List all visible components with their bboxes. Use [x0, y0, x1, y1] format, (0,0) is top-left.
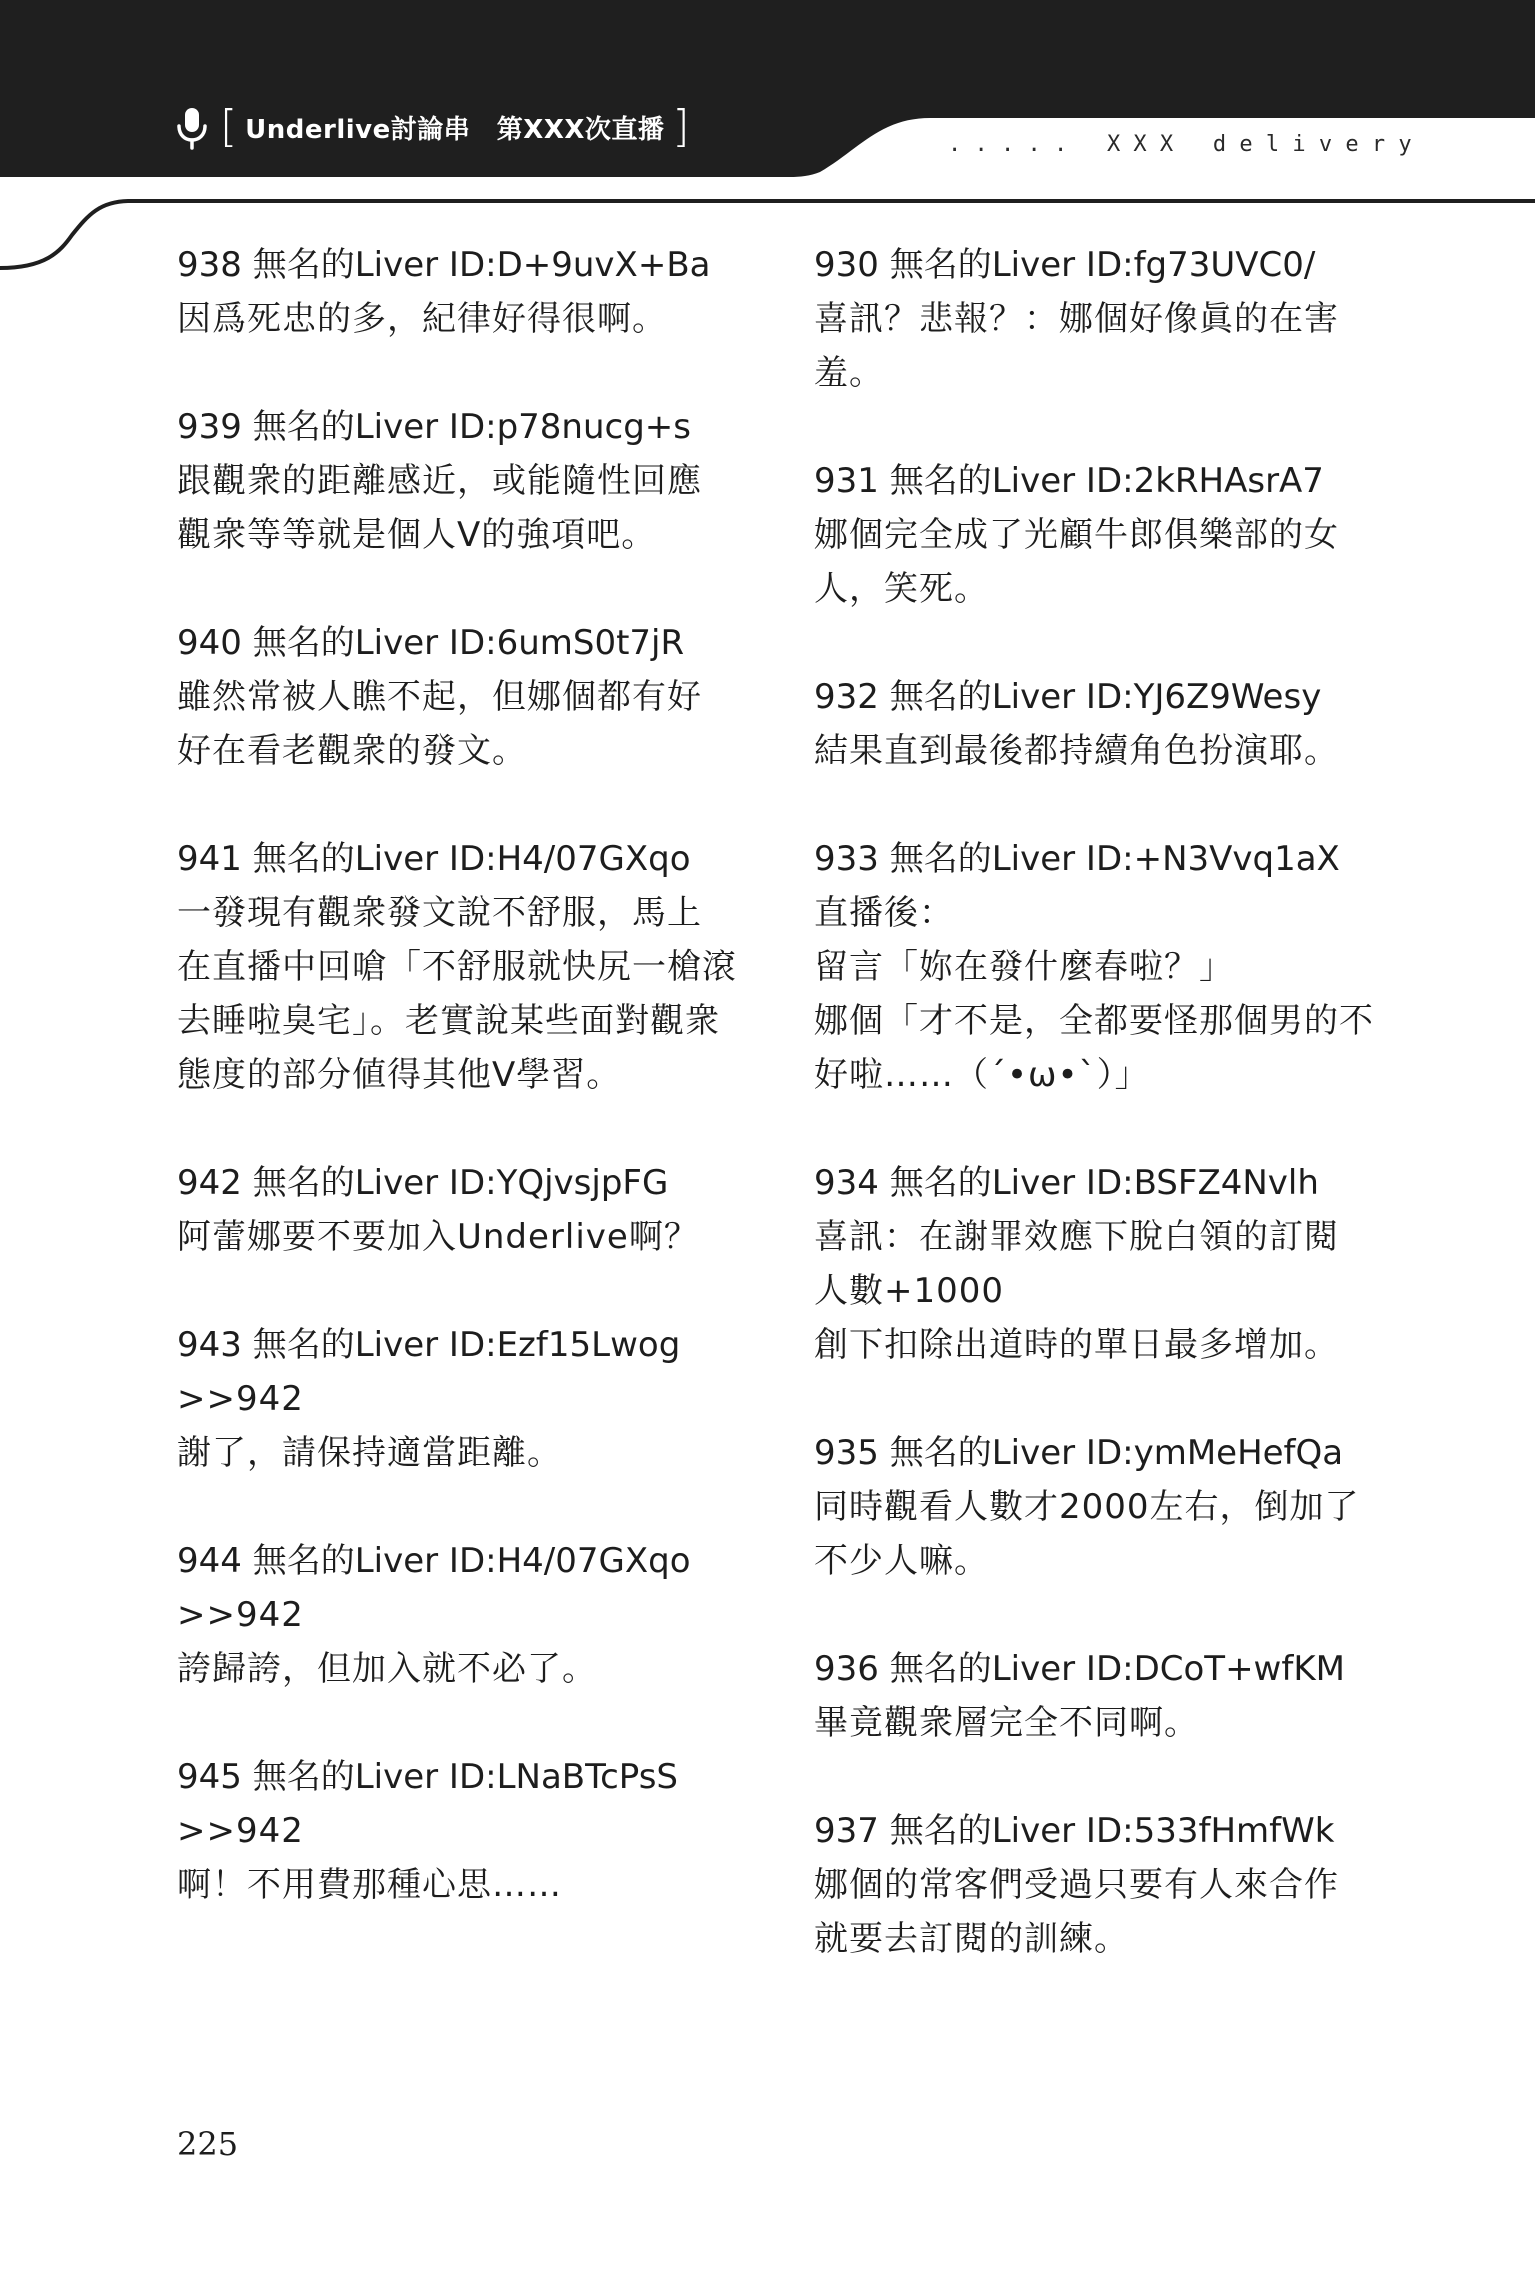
post-text: 態度的部分値得其他V學習。: [177, 1055, 622, 1095]
running-header: [220, 102, 690, 152]
post: [814, 454, 1374, 616]
post-text: 好啦……（´•ω•`）」: [814, 1055, 1150, 1095]
post-text: 羞。: [814, 353, 884, 393]
header-title: Underlive討論串 第XXX次直播: [245, 114, 665, 145]
post-header: 942 無名的Liver ID:YQjvsjpFG: [177, 1163, 669, 1203]
post-text: 因爲死忠的多，紀律好得很啊。: [177, 299, 667, 339]
post: [177, 1318, 737, 1480]
post: [814, 238, 1374, 400]
post-text: 誇歸誇，但加入就不必了。: [177, 1649, 597, 1689]
post-text: 創下扣除出道時的單日最多增加。: [814, 1325, 1339, 1365]
post: [177, 832, 737, 1102]
post-text: 謝了，請保持適當距離。: [177, 1433, 562, 1473]
post-header: 943 無名的Liver ID:Ezf15Lwog: [177, 1325, 681, 1365]
post: [814, 1156, 1374, 1372]
post: [177, 1750, 737, 1912]
post-text: 人數+1000: [814, 1271, 1005, 1311]
post-header: 933 無名的Liver ID:+N3Vvq1aX: [814, 839, 1340, 879]
post-reply-anchor: >>942: [177, 1595, 304, 1635]
post-header: 935 無名的Liver ID:ymMeHefQa: [814, 1433, 1344, 1473]
post-header: 941 無名的Liver ID:H4/07GXqo: [177, 839, 691, 879]
post-text: 觀衆等等就是個人V的強項吧。: [177, 515, 657, 555]
post-text: 阿蕾娜要不要加入Underlive啊？: [177, 1217, 699, 1257]
post-header: 932 無名的Liver ID:YJ6Z9Wesy: [814, 677, 1322, 717]
post-text: 好在看老觀衆的發文。: [177, 731, 527, 771]
post-header: 936 無名的Liver ID:DCoT+wfKM: [814, 1649, 1345, 1689]
post-text: 去睡啦臭宅」。老實說某些面對觀衆: [177, 1001, 720, 1041]
right-column: [814, 238, 1374, 2020]
page-number: 225: [177, 2125, 239, 2163]
post: [177, 1534, 737, 1696]
post-text: 啊！不用費那種心思……: [177, 1865, 562, 1905]
post-header: 945 無名的Liver ID:LNaBTcPsS: [177, 1757, 679, 1797]
post-header: 940 無名的Liver ID:6umS0t7jR: [177, 623, 685, 663]
post-text: 娜個完全成了光顧牛郎俱樂部的女: [814, 515, 1339, 555]
microphone-icon: [172, 106, 212, 150]
header-bracket-close: ]: [672, 101, 690, 152]
post-text: 雖然常被人瞧不起，但娜個都有好: [177, 677, 702, 717]
post-text: 喜訊？悲報？：娜個好像眞的在害: [814, 299, 1339, 339]
post-text: 娜個「才不是，全都要怪那個男的不: [814, 1001, 1374, 1041]
post: [814, 832, 1374, 1102]
post: [814, 1642, 1374, 1750]
post-text: 人，笑死。: [814, 569, 989, 609]
post-text: 同時觀看人數才2000左右，倒加了: [814, 1487, 1360, 1527]
header-subtitle: . . . . . X X X d e l i v e r y: [948, 132, 1412, 157]
post-text: 一發現有觀衆發文說不舒服，馬上: [177, 893, 702, 933]
post: [177, 616, 737, 778]
post-reply-anchor: >>942: [177, 1811, 304, 1851]
post-text: 結果直到最後都持續角色扮演耶。: [814, 731, 1339, 771]
left-column: [177, 238, 737, 1966]
post-text: 就要去訂閱的訓練。: [814, 1919, 1129, 1959]
header-bracket-open: [: [220, 101, 238, 152]
post-text: 喜訊：在謝罪效應下脫白領的訂閱: [814, 1217, 1339, 1257]
post: [814, 1426, 1374, 1588]
post-header: 944 無名的Liver ID:H4/07GXqo: [177, 1541, 691, 1581]
post-text: 畢竟觀衆層完全不同啊。: [814, 1703, 1199, 1743]
post-reply-anchor: >>942: [177, 1379, 304, 1419]
post-header: 930 無名的Liver ID:fg73UVC0/: [814, 245, 1316, 285]
post-header: 931 無名的Liver ID:2kRHAsrA7: [814, 461, 1324, 501]
post-text: 跟觀衆的距離感近，或能隨性回應: [177, 461, 702, 501]
post-header: 937 無名的Liver ID:533fHmfWk: [814, 1811, 1335, 1851]
post: [177, 400, 737, 562]
post-header: 939 無名的Liver ID:p78nucg+s: [177, 407, 692, 447]
post: [814, 1804, 1374, 1966]
post-text: 在直播中回嗆「不舒服就快尻一槍滾: [177, 947, 737, 987]
post-header: 938 無名的Liver ID:D+9uvX+Ba: [177, 245, 711, 285]
post: [177, 238, 737, 346]
post: [177, 1156, 737, 1264]
post-text: 直播後：: [814, 893, 954, 933]
post-text: 不少人嘛。: [814, 1541, 989, 1581]
post-text: 留言「妳在發什麼春啦？」: [814, 947, 1234, 987]
post: [814, 670, 1374, 778]
post-text: 娜個的常客們受過只要有人來合作: [814, 1865, 1339, 1905]
post-header: 934 無名的Liver ID:BSFZ4Nvlh: [814, 1163, 1319, 1203]
